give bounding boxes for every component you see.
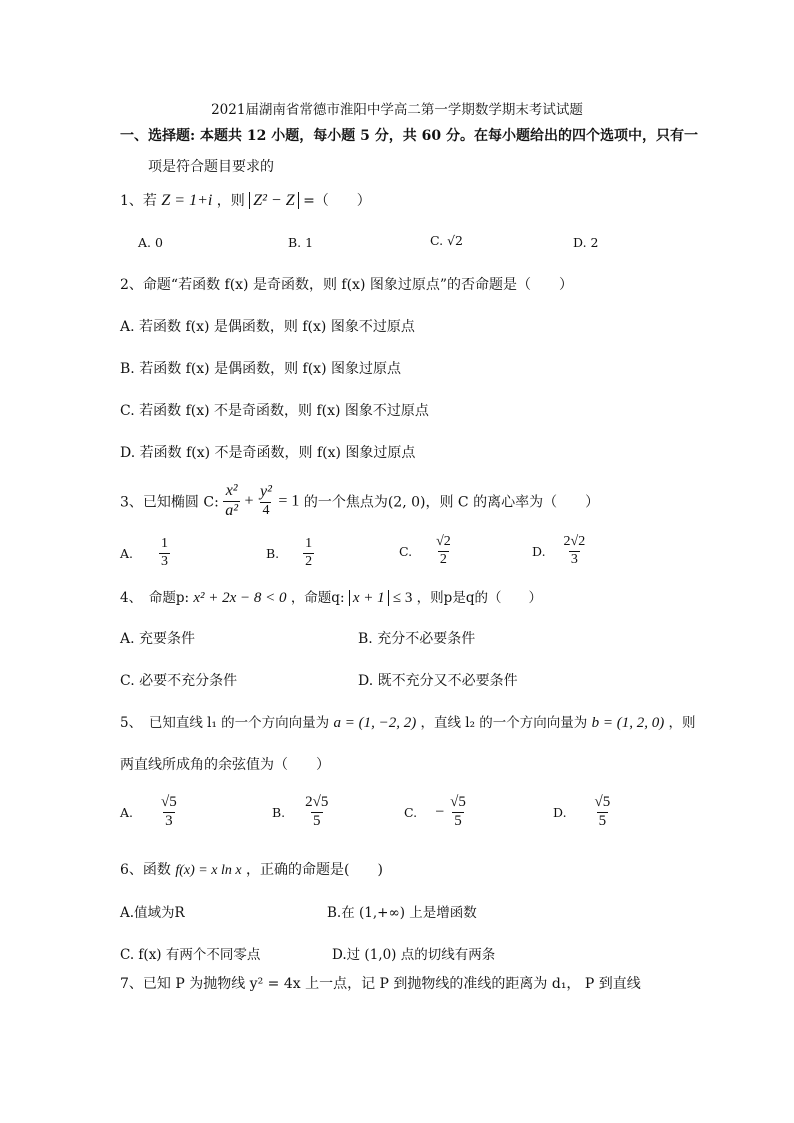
q3-option-c-label: C. <box>399 543 413 559</box>
q4-option-d[interactable]: D. 既不充分又不必要条件 <box>358 673 518 689</box>
q3-option-d-den: 3 <box>570 551 578 567</box>
q1-option-b[interactable]: B. 1 <box>288 235 314 250</box>
question-5 <box>120 711 696 732</box>
question-7: 7、已知 P 为抛物线 y² = 4x 上一点，记 P 到抛物线的准线的距离为 d₁， P 到直线 <box>120 976 641 992</box>
q5-option-a-label: A. <box>120 804 134 820</box>
q2-option-c[interactable]: C. 若函数 f(x) 不是奇函数，则 f(x) 图象不过原点 <box>120 403 429 419</box>
q1-option-d[interactable]: D. 2 <box>573 235 599 250</box>
section-heading-cont: 项是符合题目要求的 <box>148 159 274 175</box>
q4-text-a: 4、 命题p: <box>120 590 190 606</box>
question-6 <box>120 859 383 879</box>
q5-option-c-den: 5 <box>454 812 462 829</box>
exam-title: 2021届湖南省常德市淮阳中学高二第一学期数学期末考试试题 <box>211 102 583 118</box>
q3-option-b-frac <box>303 537 314 569</box>
q5-line2: 两直线所成角的余弦值为（ ） <box>120 757 330 773</box>
q5-option-c-label: C. <box>404 804 418 820</box>
q3-option-a-den: 3 <box>161 553 168 569</box>
q3-suffix: 的一个焦点为(2, 0)，则 C 的离心率为（ ） <box>303 494 600 511</box>
q3-option-b-num: 1 <box>305 536 313 551</box>
q4-expr-q: x + 1 <box>349 590 389 606</box>
q3-option-a-frac <box>159 537 170 569</box>
q5-option-a-den: 3 <box>165 812 173 829</box>
q3-f1-den: a² <box>225 501 239 519</box>
q1-abs-expr: Z² − Z <box>249 192 298 209</box>
q5-option-d-label: D. <box>553 804 567 820</box>
q3-option-c-frac <box>434 535 453 567</box>
q4-option-c[interactable]: C. 必要不充分条件 <box>120 673 238 689</box>
q5-option-c-num: √5 <box>450 794 466 810</box>
q5-option-d-frac <box>593 795 613 830</box>
q4-option-a[interactable]: A. 充要条件 <box>120 631 196 647</box>
q5-option-c[interactable] <box>404 795 468 830</box>
q5-option-b-label: B. <box>272 804 286 820</box>
q4-option-b[interactable]: B. 充分不必要条件 <box>358 631 476 647</box>
q3-f2-den: 4 <box>262 502 270 518</box>
question-1 <box>120 190 371 210</box>
q3-fraction-x <box>223 483 240 520</box>
q6-option-d[interactable]: D.过 (1,0) 点的切线有两条 <box>332 947 496 963</box>
q5-line1-b: ，直线 l₂ 的一个方向向量为 <box>420 715 588 731</box>
q6-text-b: ，正确的命题是( ) <box>246 862 383 878</box>
q5-option-a[interactable] <box>120 795 179 830</box>
q4-expr-q2: ≤ 3 <box>392 590 413 606</box>
q3-eq: = 1 <box>278 492 300 510</box>
q5-vec-a: a = (1, −2, 2) <box>333 715 417 731</box>
q3-option-a-num: 1 <box>161 536 168 551</box>
q5-option-b-frac <box>303 795 330 830</box>
q2-option-d[interactable]: D. 若函数 f(x) 不是奇函数，则 f(x) 图象过原点 <box>120 445 416 461</box>
q3-prefix: 3、已知椭圆 C: <box>120 494 219 511</box>
section-heading: 一、选择题: 本题共 12 小题，每小题 5 分，共 60 分。在每小题给出的四个选项中，只有一 <box>120 128 698 144</box>
q3-option-b[interactable] <box>266 537 314 569</box>
q5-option-d-den: 5 <box>598 812 607 829</box>
q6-option-a[interactable]: A.值域为R <box>120 905 185 921</box>
question-2: 2、命题“若函数 f(x) 是奇函数，则 f(x) 图象过原点”的否命题是（ ） <box>120 277 574 293</box>
q3-option-b-den: 2 <box>305 553 313 569</box>
q5-option-c-frac <box>448 795 468 830</box>
q3-f2-num: y² <box>259 483 272 501</box>
q3-option-d[interactable] <box>532 535 587 567</box>
q5-line1-a: 5、 已知直线 l₁ 的一个方向向量为 <box>120 715 330 731</box>
q5-option-d-num: √5 <box>594 794 611 810</box>
q4-text-c: ，则p是q的（ ） <box>416 590 542 606</box>
q3-option-a-label: A. <box>120 545 134 561</box>
q3-option-d-num: 2√2 <box>563 534 586 549</box>
q1-mid: ，则 <box>216 193 245 209</box>
q6-option-b[interactable]: B.在 (1,+∞) 上是增函数 <box>327 905 477 921</box>
q3-plus: + <box>244 492 254 510</box>
q6-expr: f(x) = x ln x <box>175 863 242 878</box>
question-4 <box>120 586 542 607</box>
q3-option-a[interactable] <box>120 537 170 569</box>
q4-text-b: ，命题q: <box>290 590 345 606</box>
q4-expr-p: x² + 2x − 8 < 0 <box>193 590 287 606</box>
q1-tail: =（ ） <box>303 193 371 209</box>
q1-option-a[interactable]: A. 0 <box>138 235 163 250</box>
q3-fraction-y <box>258 484 274 518</box>
q5-option-a-frac <box>159 795 179 830</box>
q5-option-b-num: 2√5 <box>305 794 329 810</box>
q5-option-c-neg: − <box>435 803 445 821</box>
q1-num: 1、若 <box>120 193 157 209</box>
q1-option-c[interactable]: C. √2 <box>430 233 463 248</box>
q6-option-c[interactable]: C. f(x) 有两个不同零点 <box>120 947 261 963</box>
q1-expr: Z = 1+i <box>161 192 213 209</box>
q2-option-a[interactable]: A. 若函数 f(x) 是偶函数，则 f(x) 图象不过原点 <box>120 319 415 335</box>
q5-option-d[interactable] <box>553 795 612 830</box>
q5-line1-c: ，则 <box>668 715 696 731</box>
q3-option-d-label: D. <box>532 543 546 559</box>
q5-option-b-den: 5 <box>313 812 321 829</box>
q3-f1-num: x² <box>225 482 238 499</box>
q2-option-b[interactable]: B. 若函数 f(x) 是偶函数，则 f(x) 图象过原点 <box>120 361 401 377</box>
q5-option-b[interactable] <box>272 795 330 830</box>
q3-option-b-label: B. <box>266 545 280 561</box>
q3-option-c[interactable] <box>399 535 453 567</box>
question-3 <box>120 483 599 520</box>
q3-option-d-frac <box>562 535 588 567</box>
q5-option-a-num: √5 <box>161 794 177 810</box>
q5-vec-b: b = (1, 2, 0) <box>591 715 665 731</box>
q6-text-a: 6、函数 <box>120 862 171 878</box>
q3-option-c-den: 2 <box>439 551 447 567</box>
q3-option-c-num: √2 <box>436 534 451 549</box>
